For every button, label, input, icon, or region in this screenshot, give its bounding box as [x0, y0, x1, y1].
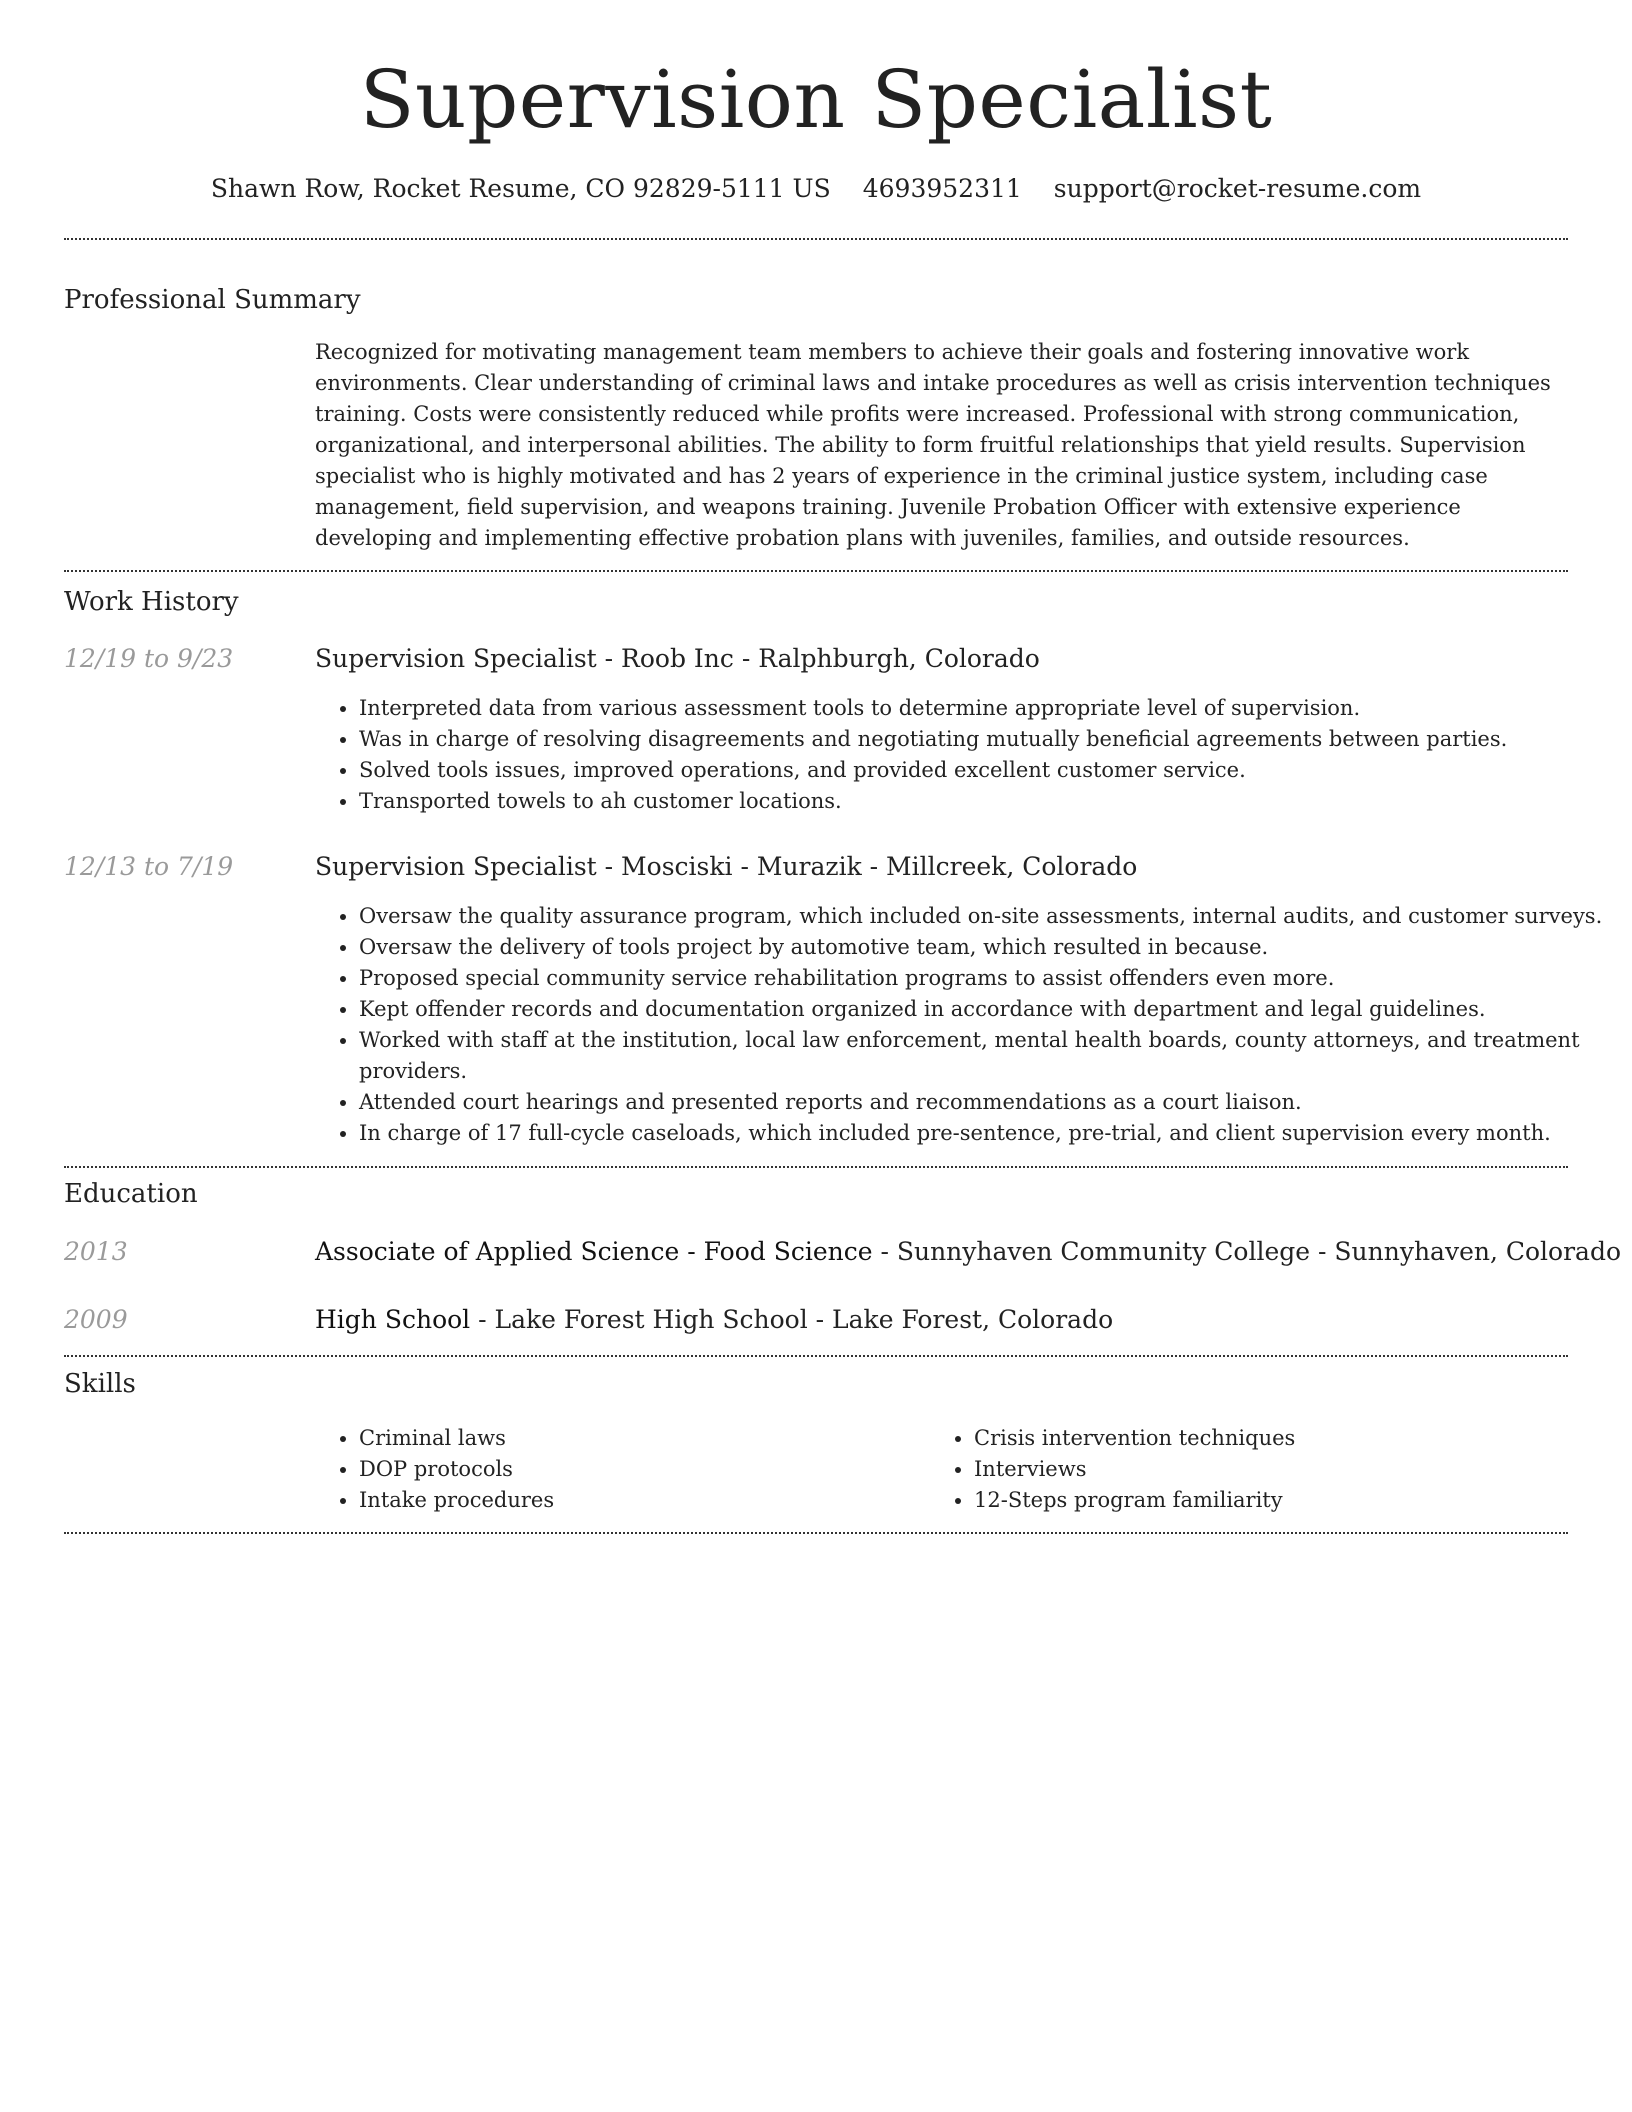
education-degree: Associate of Applied Science - Food Science [315, 1237, 873, 1266]
skill-item: • DOP protocols [359, 1454, 919, 1485]
job-dates: 12/19 to 9/23 [64, 644, 234, 673]
resume-title: Supervision Specialist [359, 53, 1273, 146]
education-year: 2009 [64, 1305, 128, 1334]
section-divider [64, 570, 1568, 572]
section-divider [64, 1166, 1568, 1168]
skill-item: • 12-Steps program familiarity [974, 1485, 1534, 1516]
job-bullet: • Kept offender records and documentation organized in accordance with department and legal guidelines. [359, 994, 1609, 1025]
education-year: 2013 [64, 1237, 128, 1266]
job-bullet: • Oversaw the delivery of tools project by automotive team, which resulted in because. [359, 932, 1609, 963]
contact-email: support@rocket-resume.com [1053, 174, 1422, 203]
job-bullets [315, 901, 1609, 1149]
job-bullet: • Was in charge of resolving disagreements and negotiating mutually beneficial agreements between parties. [359, 724, 1609, 755]
skill-item: • Crisis intervention techniques [974, 1423, 1534, 1454]
job-bullet: • Transported towels to ah customer locations. [359, 786, 1609, 817]
job-title: Supervision Specialist - Mosciski - Murazik - Millcreek, Colorado [315, 852, 1138, 881]
job-bullet: • Proposed special community service rehabilitation programs to assist offenders even more. [359, 963, 1609, 994]
section-heading-summary: Professional Summary [64, 285, 361, 315]
job-bullet: • Worked with staff at the institution, local law enforcement, mental health boards, county attorneys, and treatment providers. [359, 1025, 1609, 1087]
job-bullet: • Interpreted data from various assessment tools to determine appropriate level of supervision. [359, 693, 1609, 724]
education-entry [315, 1302, 1113, 1338]
skills-list-right [930, 1423, 1534, 1516]
education-school: - Sunnyhaven Community College - Sunnyhaven, Colorado [872, 1237, 1622, 1266]
section-divider [64, 1532, 1568, 1534]
job-bullet: • Attended court hearings and presented reports and recommendations as a court liaison. [359, 1087, 1609, 1118]
education-degree: High School [315, 1305, 471, 1334]
job-bullet: • Solved tools issues, improved operations, and provided excellent customer service. [359, 755, 1609, 786]
job-bullet: • In charge of 17 full-cycle caseloads, which included pre-sentence, pre-trial, and client supervision every month. [359, 1118, 1609, 1149]
skill-item: • Interviews [974, 1454, 1534, 1485]
skills-list-left [315, 1423, 919, 1516]
education-entry [315, 1234, 1621, 1270]
section-heading-education: Education [64, 1179, 198, 1209]
job-bullet: • Oversaw the quality assurance program, which included on-site assessments, internal audits, and customer surveys. [359, 901, 1609, 932]
contact-line [64, 170, 1568, 208]
job-bullets [315, 693, 1609, 817]
education-school: - Lake Forest High School - Lake Forest, Colorado [470, 1305, 1114, 1334]
skill-item: • Intake procedures [359, 1485, 919, 1516]
job-dates: 12/13 to 7/19 [64, 852, 234, 881]
summary-text: Recognized for motivating management team members to achieve their goals and fostering innovative work environments. Clear understanding of criminal laws and intake procedures as well as crisis intervention techniques training. Costs were consistently reduced while profits were increased. Professional with strong communication, organizational, and interpersonal abilities. The ability to form fruitful relationships that yield results. Supervision specialist who is highly motivated and has 2 years of experience in the criminal justice system, including case management, field supervision, and weapons training. Juvenile Probation Officer with extensive experience developing and implementing effective probation plans with juveniles, families, and outside resources. [315, 340, 1551, 550]
section-heading-work: Work History [64, 587, 239, 617]
skill-item: • Criminal laws [359, 1423, 919, 1454]
section-heading-skills: Skills [64, 1369, 136, 1399]
job-title: Supervision Specialist - Roob Inc - Ralphburgh, Colorado [315, 644, 1040, 673]
section-divider [64, 238, 1568, 240]
contact-phone: 4693952311 [862, 174, 1022, 203]
contact-address: Shawn Row, Rocket Resume, CO 92829-5111 US [210, 174, 831, 203]
section-divider [64, 1355, 1568, 1357]
